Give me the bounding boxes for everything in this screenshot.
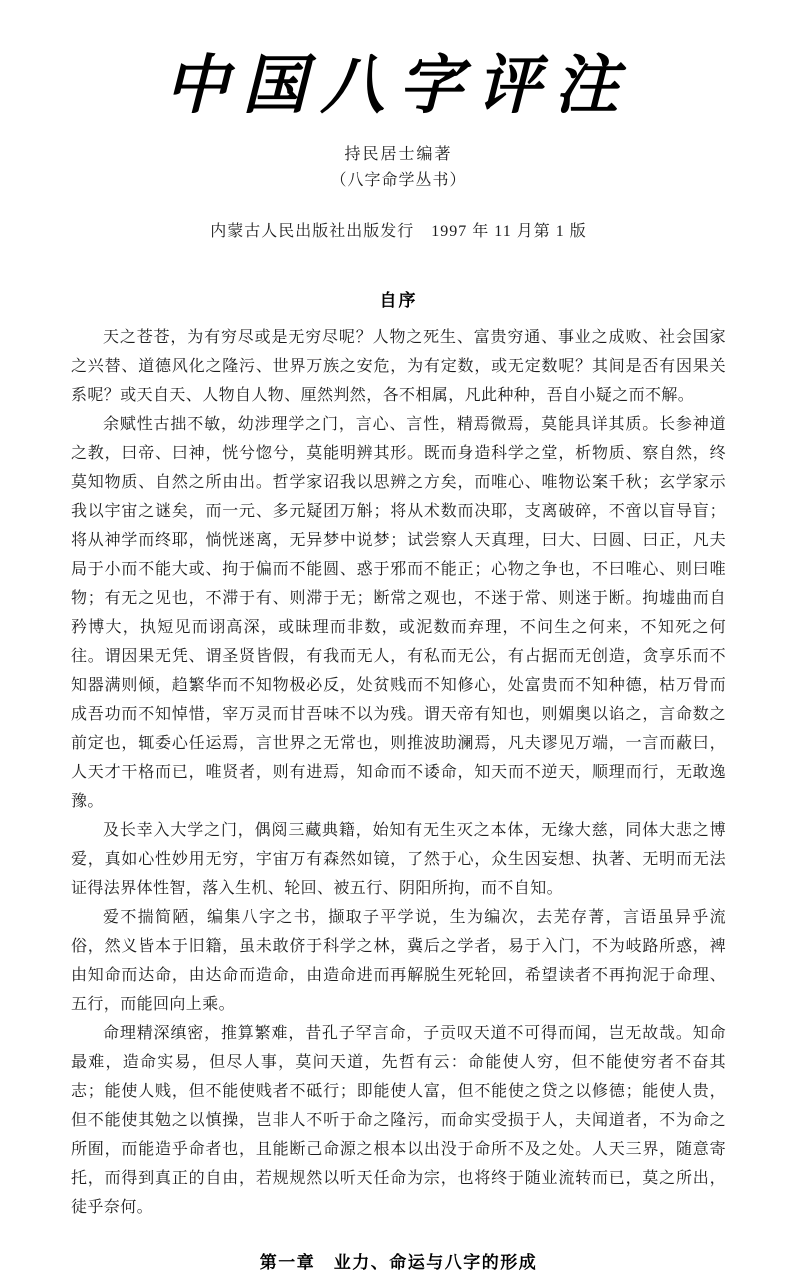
- author-line: 持民居士编著: [344, 146, 453, 163]
- preface-paragraph-5: 命理精深缜密，推算繁难，昔孔子罕言命，子贡叹天道不可得而闻，岂无故哉。知命最难，造命实易，但尽人事，莫问天道，先哲有云：命能使人穷，但不能使穷者不奋其志；能使人贱，但不能使贱者不砥行；即能使人富，但不能使之贷之以修德；能使人贵，但不能使其勉之以慎操，岂非人不听于命之隆污，而命实受损于人，夫闻道者，不为命之所囿，而能造乎命者也，且能断己命源之根本以出没于命所不及之处。人天三界，随意寄托，而得到真正的自由，若规规然以听天任命为宗，也将终于随业流转而已，莫之所出，徒乎奈何。: [71, 1025, 726, 1216]
- chapter-heading: 第一章 业力、命运与八字的形成: [259, 1253, 538, 1272]
- series-line: （八字命学丛书）: [330, 172, 467, 189]
- preface-paragraph-2: 余赋性古拙不敏，幼涉理学之门，言心、言性，精焉微焉，莫能具详其质。长参神道之教，曰帝、曰神，恍兮惚兮，莫能明辨其形。既而身造科学之堂，析物质、察自然，终莫知物质、自然之所由出。哲学家诏我以思辨之方矣，而唯心、唯物讼案千秋；玄学家示我以宇宙之谜矣，而一元、多元疑团万斛；将从术数而决耶，支离破碎，不啻以盲导盲；将从神学而终耶，惝恍迷离，无异梦中说梦；试尝察人天真理，曰大、曰圆、曰正，凡夫局于小而不能大或、拘于偏而不能圆、惑于邪而不能正；心物之争也，不曰唯心、则曰唯物；有无之见也，不滞于有、则滞于无；断常之观也，不迷于常、则迷于断。拘墟曲而自矜博大，执短见而诩高深，或昧理而非数，或泥数而弃理，不问生之何来，不知死之何往。谓因果无凭、谓圣贤皆假，有我而无人，有私而无公，有占据而无创造，贪享乐而不知器满则倾，趋繁华而不知物极必反，处贫贱而不知修心，处富贵而不知种德，枯万骨而成吾功而不知悼惜，宰万灵而甘吾味不以为残。谓天帝有知也，则媚奥以谄之，言命数之前定也，辄委心任运焉，言世界之无常也，则推波助澜焉，凡夫谬见万端，一言而蔽曰，人天才干格而已，唯贤者，则有进焉，知命而不诿命，知天而不逆天，顺理而行，无敢逸豫。: [71, 416, 726, 810]
- preface-paragraph-1: 天之苍苍，为有穷尽或是无穷尽呢？人物之死生、富贵穷通、事业之成败、社会国家之兴替、道德风化之隆污、世界万族之安危，为有定数，或无定数呢？其间是否有因果关系呢？或天自天、人物自人物、厘然判然，各不相属，凡此种种，吾自小疑之而不解。: [71, 329, 726, 404]
- preface-paragraph-3: 及长幸入大学之门，偶阅三藏典籍，始知有无生灭之本体，无缘大慈，同体大悲之博爱，真如心性妙用无穷，宇宙万有森然如镜，了然于心，众生因妄想、执著、无明而无法证得法界体性智，落入生机、轮回、被五行、阴阳所拘，而不自知。: [71, 822, 726, 897]
- book-title: 中国八字评注: [164, 50, 633, 121]
- preface-paragraph-4: 爱不揣简陋，编集八字之书，撷取子平学说，生为编次，去芜存菁，言语虽异乎流俗，然义皆本于旧籍，虽未敢侪于科学之林，冀后之学者，易于入门，不为岐路所惑，裨由知命而达命，由达命而造命，由造命进而再解脱生死轮回，希望读者不再拘泥于命理、五行，而能回向上乘。: [71, 909, 726, 1013]
- preface-body: [71, 323, 726, 1222]
- publisher-line: 内蒙古人民出版社出版发行 1997 年 11 月第 1 版: [210, 223, 587, 240]
- preface-heading: 自序: [379, 291, 418, 310]
